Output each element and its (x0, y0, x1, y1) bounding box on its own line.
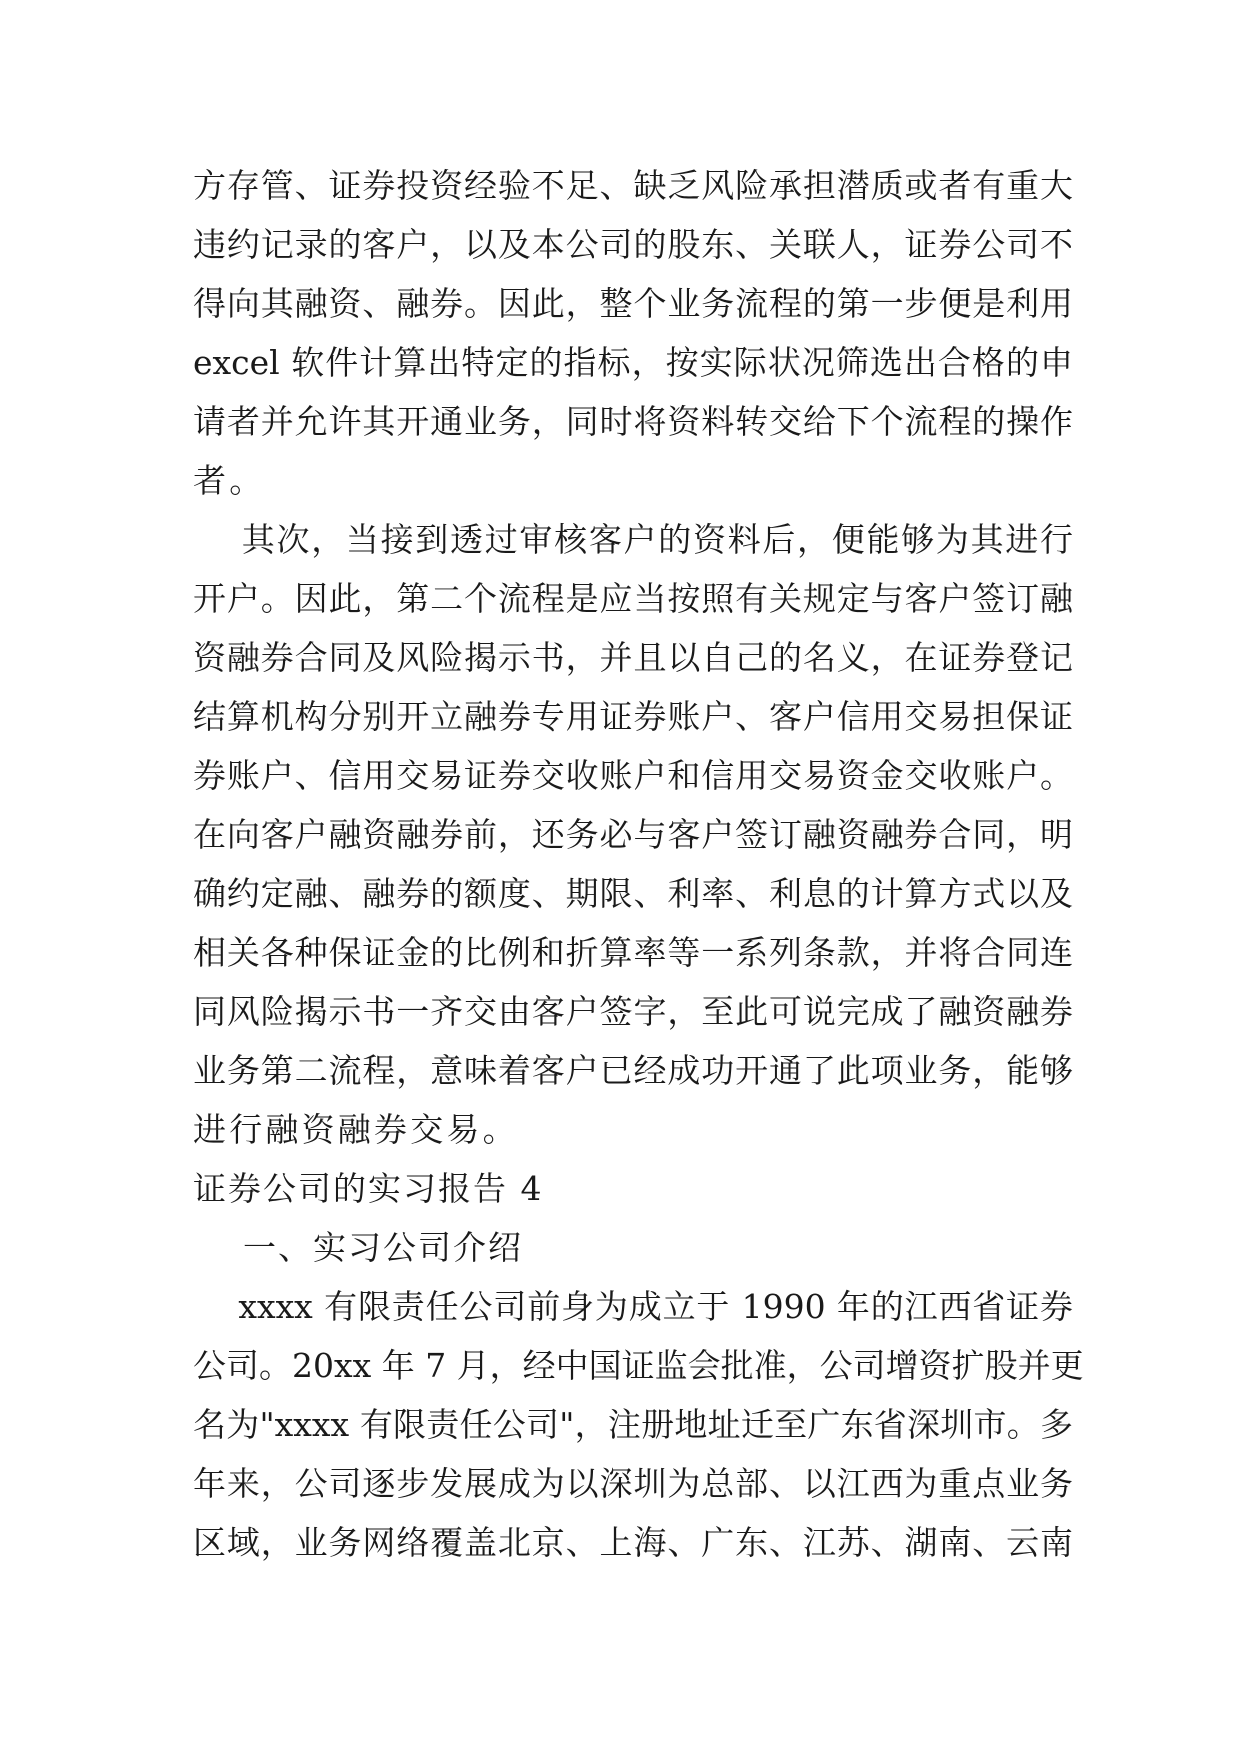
text-line: xxxx 有限责任公司前身为成立于 1990 年的江西省证券 (193, 1287, 1073, 1326)
text-line: 确约定融、融券的额度、期限、利率、利息的计算方式以及 (193, 874, 1073, 913)
subsection-heading: 一、实习公司介绍 (193, 1228, 523, 1267)
text-line: 请者并允许其开通业务，同时将资料转交给下个流程的操作 (193, 402, 1073, 441)
text-line: 得向其融资、融券。因此，整个业务流程的第一步便是利用 (193, 284, 1073, 323)
text-line: 其次，当接到透过审核客户的资料后，便能够为其进行 (193, 520, 1073, 559)
text-line: 开户。因此，第二个流程是应当按照有关规定与客户签订融 (193, 579, 1073, 618)
text-line: 违约记录的客户，以及本公司的股东、关联人，证券公司不 (193, 225, 1073, 264)
text-line: 结算机构分别开立融券专用证券账户、客户信用交易担保证 (193, 697, 1073, 736)
text-line: 资融券合同及风险揭示书，并且以自己的名义，在证券登记 (193, 638, 1073, 677)
text-line: 相关各种保证金的比例和折算率等一系列条款，并将合同连 (193, 933, 1073, 972)
text-line: excel 软件计算出特定的指标，按实际状况筛选出合格的申 (193, 343, 1073, 382)
text-line: 业务第二流程，意味着客户已经成功开通了此项业务，能够 (193, 1051, 1073, 1090)
text-line: 券账户、信用交易证券交收账户和信用交易资金交收账户。 (193, 756, 1073, 795)
text-line: 年来，公司逐步发展成为以深圳为总部、以江西为重点业务 (193, 1464, 1073, 1503)
section-heading: 证券公司的实习报告 4 (193, 1169, 544, 1208)
text-line: 者。 (193, 461, 266, 500)
text-line: 同风险揭示书一齐交由客户签字，至此可说完成了融资融券 (193, 992, 1073, 1031)
text-line: 在向客户融资融券前，还务必与客户签订融资融券合同，明 (193, 815, 1073, 854)
text-line: 公司。20xx 年 7 月，经中国证监会批准，公司增资扩股并更 (193, 1346, 1084, 1385)
text-line: 区域，业务网络覆盖北京、上海、广东、江苏、湖南、云南 (193, 1523, 1073, 1562)
text-line: 方存管、证券投资经验不足、缺乏风险承担潜质或者有重大 (193, 166, 1073, 205)
text-line: 进行融资融券交易。 (193, 1110, 519, 1149)
text-line: 名为"xxxx 有限责任公司"，注册地址迁至广东省深圳市。多 (193, 1405, 1073, 1444)
body-text (193, 156, 1084, 1572)
